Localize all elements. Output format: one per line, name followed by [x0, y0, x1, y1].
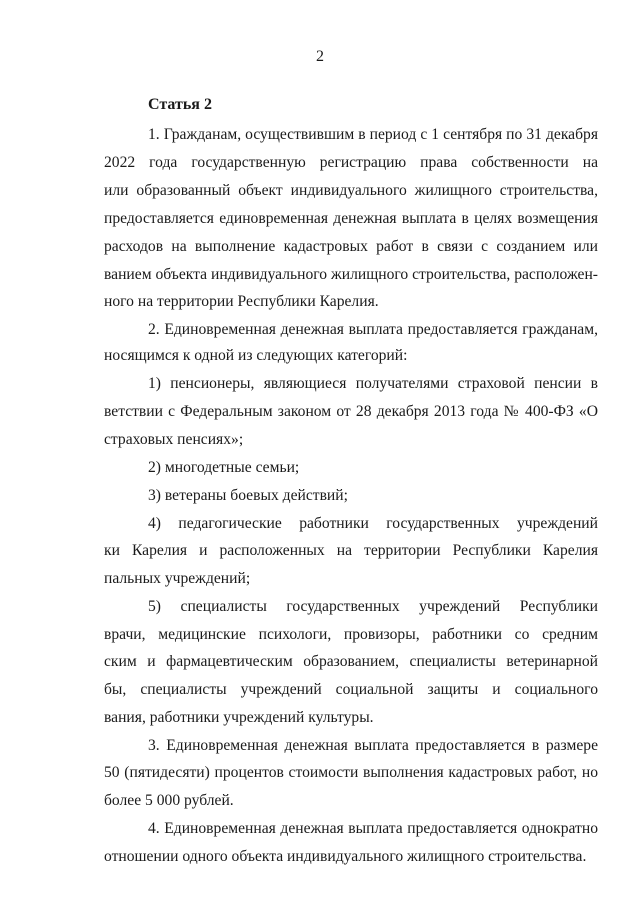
paragraph-line: 1. Гражданам, осуществившим в период с 1 сентября по 31 декабря [148, 126, 598, 143]
list-line: ки Карелия и расположенных на территории Республики Карелия [104, 542, 598, 559]
page-number: 2 [316, 48, 324, 65]
paragraph-line: более 5 000 рублей. [104, 792, 234, 809]
paragraph-line: ванием объекта индивидуального жилищного строительства, расположен- [104, 266, 598, 283]
paragraph-line: предоставляется единовременная денежная выплата в целях возмещения [104, 210, 598, 227]
list-item: 3) ветераны боевых действий; [148, 487, 348, 504]
list-line: 5) специалисты государственных учреждений Республики [148, 598, 598, 615]
list-line: ветствии с Федеральным законом от 28 декабря 2013 года № 400-ФЗ «О [104, 403, 598, 420]
list-line: врачи, медицинские психологи, провизоры, работники со средним [104, 626, 598, 643]
list-line: пальных учреждений; [104, 570, 251, 587]
paragraph-line: 4. Единовременная денежная выплата предоставляется однократно [148, 820, 598, 837]
list-line: вания, работники учреждений культуры. [104, 709, 374, 726]
list-line: 4) педагогические работники государственных учреждений [148, 515, 598, 532]
paragraph-line: 2. Единовременная денежная выплата предоставляется гражданам, [148, 321, 598, 338]
list-line: страховых пенсиях»; [104, 431, 244, 448]
list-line: бы, специалисты учреждений социальной защиты и социального [104, 681, 598, 698]
paragraph-line: 2022 года государственную регистрацию права собственности на [104, 154, 598, 171]
paragraph-line: 3. Единовременная денежная выплата предоставляется в размере [148, 737, 598, 754]
paragraph-line: 50 (пятидесяти) процентов стоимости выполнения кадастровых работ, но [104, 764, 598, 781]
paragraph-line: отношении одного объекта индивидуального жилищного строительства. [104, 848, 587, 865]
article-heading: Статья 2 [148, 96, 212, 113]
paragraph-line: носящимся к одной из следующих категорий: [104, 347, 408, 364]
list-line: ским и фармацевтическим образованием, специалисты ветеринарной [104, 653, 598, 670]
paragraph-line: расходов на выполнение кадастровых работ в связи с созданием или [104, 238, 598, 255]
paragraph-line: или образованный объект индивидуального жилищного строительства, [104, 182, 598, 199]
paragraph-line: ного на территории Республики Карелия. [104, 293, 379, 310]
list-line: 1) пенсионеры, являющиеся получателями страховой пенсии в [148, 375, 598, 392]
list-item: 2) многодетные семьи; [148, 459, 300, 476]
